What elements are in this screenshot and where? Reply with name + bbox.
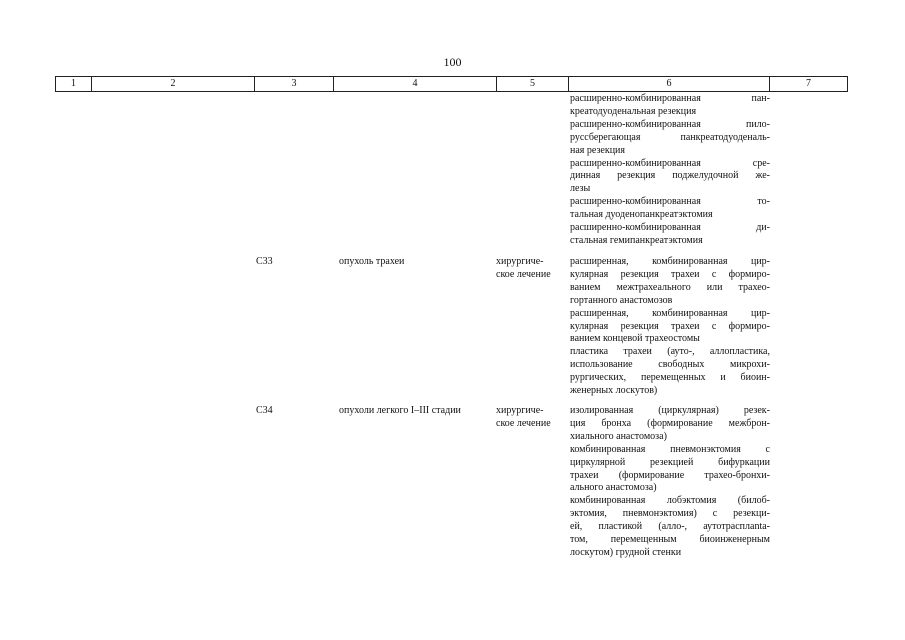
method-text-line: комбинированная лобэктомия (билоб- bbox=[570, 495, 770, 507]
method-text-line: пластика трахеи (ауто-, аллопластика, bbox=[570, 346, 770, 358]
method-text-line: ей, пластикой (алло-, аутотрасплanta- bbox=[570, 521, 770, 533]
method-text-line: креатодуоденальная резекция bbox=[570, 105, 697, 117]
header-col-2: 2 bbox=[91, 77, 254, 91]
method-text-line: ванием межтрахеального или трахео- bbox=[570, 281, 770, 293]
method-text-line: ванием концевой трахеостомы bbox=[570, 333, 700, 345]
treatment-line: хирургиче- bbox=[496, 256, 544, 267]
icd-code-c33: C33 bbox=[256, 256, 273, 267]
method-text-line: том, перемещенным биоинженерным bbox=[570, 534, 770, 546]
method-text-line: кулярная резекция трахеи с формиро- bbox=[570, 320, 770, 332]
method-text-line: лезы bbox=[570, 183, 591, 195]
page-number: 100 bbox=[443, 55, 462, 69]
header-col-6: 6 bbox=[568, 77, 769, 91]
method-text-line: ная резекция bbox=[570, 144, 625, 156]
method-text-line: комбинированная пневмонэктомия с bbox=[570, 443, 770, 455]
header-col-5: 5 bbox=[496, 77, 568, 91]
treatment-line: ское лечение bbox=[496, 268, 551, 280]
method-text-line: гортанного анастомозов bbox=[570, 294, 673, 306]
table-header-row bbox=[55, 76, 848, 92]
method-text-line: тальная дуоденопанкреатэктомия bbox=[570, 209, 713, 221]
diagnosis-c34: опухоли легкого I–III стадии bbox=[339, 405, 461, 416]
method-text-line: циркулярной резекцией бифуркации bbox=[570, 456, 770, 468]
method-text-line: ция бронха (формирование межброн- bbox=[570, 417, 770, 429]
method-text-line: расширенно-комбинированная то- bbox=[570, 196, 770, 208]
method-text-line: изолированная (циркулярная) резек- bbox=[570, 405, 770, 416]
method-text-line: руссберегающая панкреатодуоденаль- bbox=[570, 131, 770, 143]
treatment-type-c33 bbox=[496, 256, 568, 282]
method-text-line: рургических, перемещенных и биоин- bbox=[570, 372, 770, 384]
diagnosis-c33: опухоль трахеи bbox=[339, 256, 405, 267]
method-text-line: расширенная, комбинированная цир- bbox=[570, 307, 770, 319]
method-text-line: женерных лоскутов) bbox=[570, 385, 658, 397]
methods-block-c33 bbox=[570, 256, 770, 398]
header-col-7: 7 bbox=[769, 77, 848, 91]
method-text-line: кулярная резекция трахеи с формиро- bbox=[570, 268, 770, 280]
treatment-type-c34 bbox=[496, 405, 568, 431]
treatment-line: ское лечение bbox=[496, 417, 551, 429]
method-text-line: лоскутом) грудной стенки bbox=[570, 546, 682, 558]
methods-block-c34 bbox=[570, 405, 770, 560]
treatment-line: хирургиче- bbox=[496, 405, 544, 416]
header-col-3: 3 bbox=[254, 77, 333, 91]
method-text-line: эктомия, пневмонэктомия) с резекци- bbox=[570, 508, 770, 520]
method-text-line: расширенно-комбинированная ди- bbox=[570, 222, 770, 234]
method-text-line: использование свободных микрохи- bbox=[570, 359, 770, 371]
method-text-line: ального анастомоза) bbox=[570, 482, 657, 494]
method-text-line: трахеи (формирование трахео-бронхи- bbox=[570, 469, 770, 481]
method-text-line: расширенная, комбинированная цир- bbox=[570, 256, 770, 267]
header-col-1: 1 bbox=[55, 77, 91, 91]
header-col-4: 4 bbox=[333, 77, 496, 91]
method-text-line: расширенно-комбинированная сре- bbox=[570, 157, 770, 169]
method-text-line: хиального анастомоза) bbox=[570, 430, 667, 442]
method-text-line: стальная гемипанкреатэктомия bbox=[570, 234, 703, 246]
methods-block-1 bbox=[570, 93, 770, 248]
method-text-line: расширенно-комбинированная пило- bbox=[570, 118, 770, 130]
method-text-line: динная резекция поджелудочной же- bbox=[570, 170, 770, 182]
method-text-line: расширенно-комбинированная пан- bbox=[570, 93, 770, 104]
icd-code-c34: C34 bbox=[256, 405, 273, 416]
